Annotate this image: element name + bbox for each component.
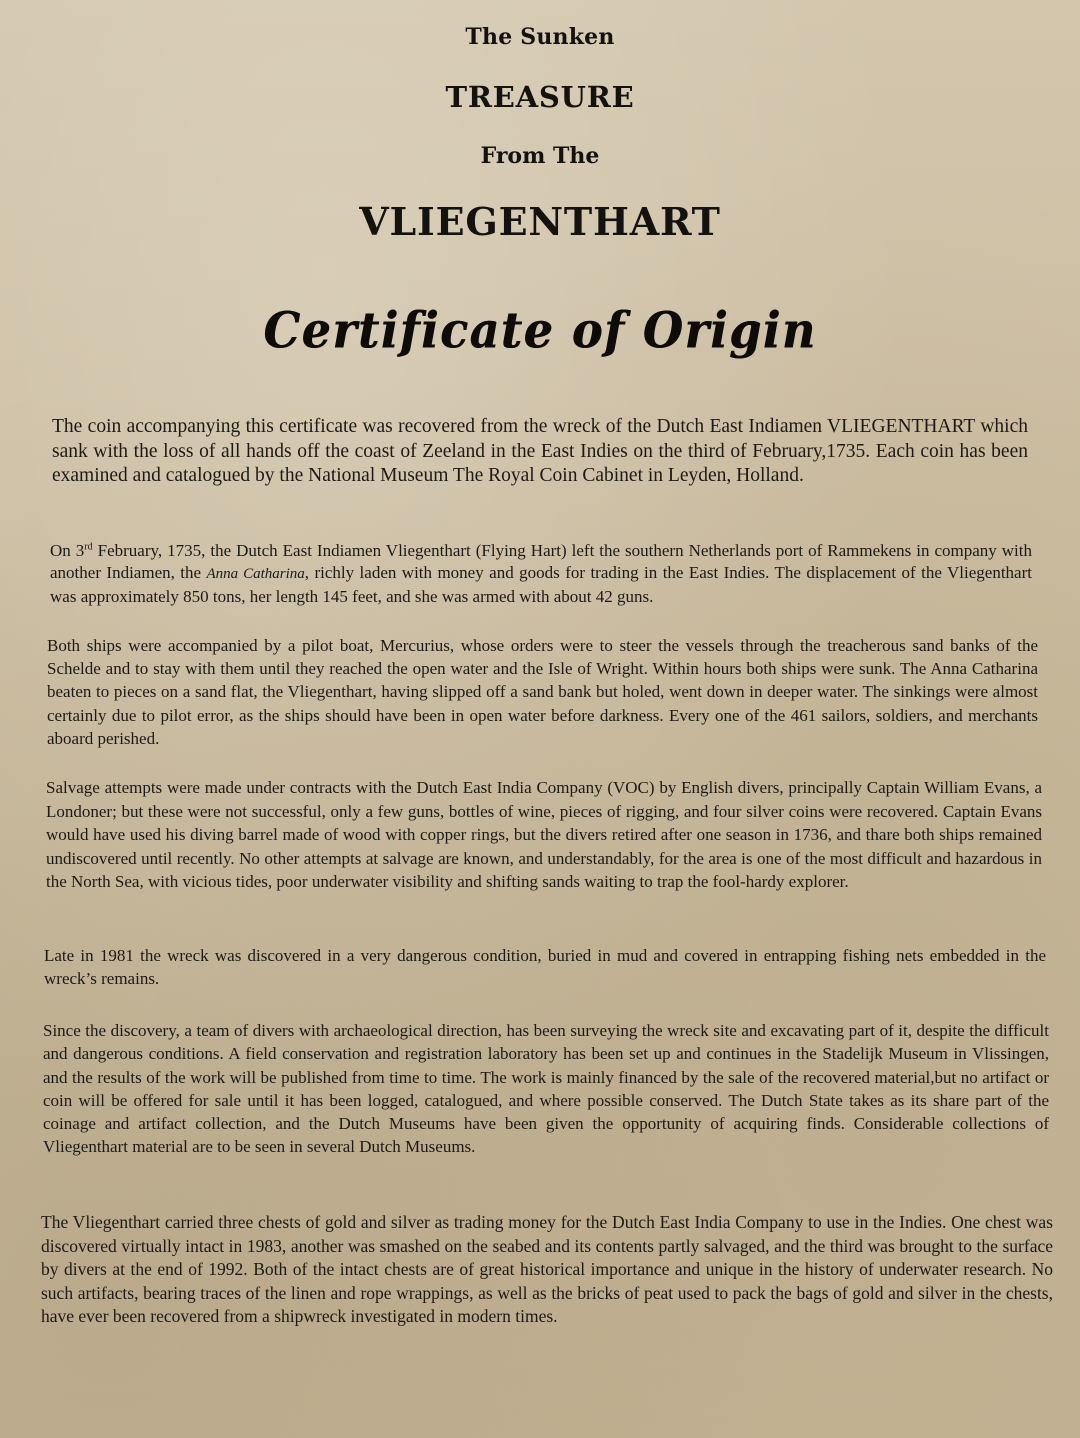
paragraph-voyage-text-a: On 3 [50, 541, 85, 560]
paragraph-voyage-text-c: , richly laden with money and goods for trading in the East Indies. The displacement of the Vliegenthart was approximately 850 tons, her length 145 feet, and she was armed with about 42 guns. [50, 563, 1032, 606]
paragraph-treasure-chests: The Vliegenthart carried three chests of gold and silver as trading money for the Dutch East India Company to use in the Indies. One chest was discovered virtually intact in 1983, another was smashed on the seabed and its contents partly salvaged, and the third was brought to the surface by divers at the end of 1992. Both of the intact chests are of great historical importance and unique in the history of underwater research. No such artifacts, bearing traces of the linen and rope wrappings, as well as the bricks of peat used to pack the bags of gold and silver in the chests, have ever been recovered from a shipwreck investigated in modern times. [41, 1212, 1053, 1327]
paragraph-voyage [50, 540, 1032, 608]
header-line-from: From The [480, 143, 600, 169]
paragraph-voyage-text-b: February, 1735, the Dutch East Indiamen Vliegenthart (Flying Hart) left the southern Netherlands port of Rammekens in company with another Indiamen, the [50, 541, 1032, 583]
ordinal-suffix: rd [84, 541, 93, 553]
paragraph-coin-intro: The coin accompanying this certificate was recovered from the wreck of the Dutch East Indiamen VLIEGENTHART which sank with the loss of all hands off the coast of Zeeland in the East Indies on the third of February,1735. Each coin has been examined and catalogued by the National Museum The Royal Coin Cabinet in Leyden, Holland. [52, 416, 1028, 486]
paragraph-salvage-attempts: Salvage attempts were made under contracts with the Dutch East India Company (VOC) by English divers, principally Captain William Evans, a Londoner; but these were not successful, only a few guns, bottles of wine, pieces of rigging, and four silver coins were recovered. Captain Evans would have used his diving barrel made of wood with copper rings, but the divers retired after one season in 1736, and thare both ships remained undiscovered until recently. No other attempts at salvage are known, and understandably, for the area is one of the most difficult and hazardous in the North Sea, with vicious tides, poor underwater visibility and shifting sands waiting to trap the fool-hardy explorer. [46, 778, 1042, 892]
paragraph-discovery: Late in 1981 the wreck was discovered in a very dangerous condition, buried in mud and covered in entrapping fishing nets embedded in the wreck’s remains. [44, 946, 1046, 988]
ship-name-italic: Anna Catharina [206, 566, 305, 583]
header-line-sunken: The Sunken [465, 24, 615, 50]
header-ship-name: VLIEGENTHART [359, 199, 721, 244]
header-line-treasure: TREASURE [445, 80, 635, 114]
paragraph-sinking: Both ships were accompanied by a pilot boat, Mercurius, whose orders were to steer the vessels through the treacherous sand banks of the Schelde and to stay with them until they reached the open water and the Isle of Wright. Within hours both ships were sunk. The Anna Catharina beaten to pieces on a sand flat, the Vliegenthart, having slipped off a sand bank but holed, went down in deeper water. The sinkings were almost certainly due to pilot error, as the ships should have been in open water before darkness. Every one of the 461 sailors, soldiers, and merchants aboard perished. [47, 636, 1038, 748]
paragraph-excavation: Since the discovery, a team of divers with archaeological direction, has been surveying the wreck site and excavating part of it, despite the difficult and dangerous conditions. A field conservation and registration laboratory has been set up and continues in the Stadelijk Museum in Vlissingen, and the results of the work will be published from time to time. The work is mainly financed by the sale of the recovered material,but no artifact or coin will be offered for sale until it has been logged, catalogued, and where possible conserved. The Dutch State takes as its share part of the coinage and artifact collection, and the Dutch Museums have been given the opportunity of acquiring finds. Considerable collections of Vliegenthart material are to be seen in several Dutch Museums. [43, 1021, 1049, 1157]
certificate-title: Certificate of Origin [263, 300, 817, 360]
